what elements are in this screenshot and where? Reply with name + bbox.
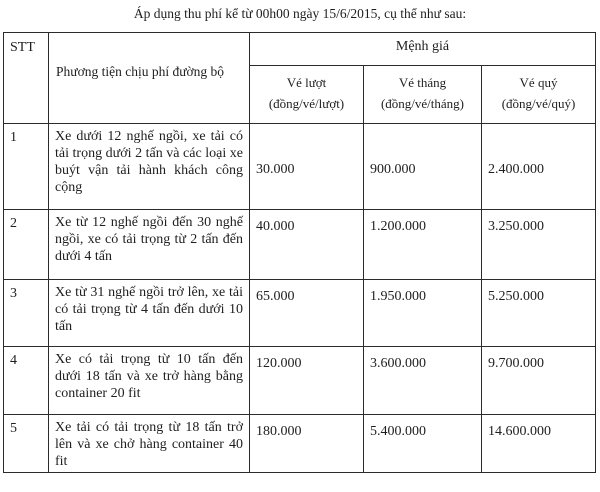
table-row xyxy=(4,280,596,347)
table-row xyxy=(4,347,596,415)
header-monthly-ticket xyxy=(364,66,482,124)
header-monthly-unit: (đồng/vé/tháng) xyxy=(380,96,465,111)
row-vehicle: Xe từ 31 nghế ngồi trở lên, xe tải có tải trọng từ 4 tấn đến dưới 10 tấn xyxy=(49,280,250,347)
table-row xyxy=(4,415,596,473)
row-stt: 5 xyxy=(4,415,49,473)
header-single-ticket xyxy=(250,66,364,124)
row-monthly-price: 5.400.000 xyxy=(364,415,482,473)
row-stt: 1 xyxy=(4,124,49,210)
intro-text: Áp dụng thu phí kể từ 00h00 ngày 15/6/2015, cụ thể như sau: xyxy=(133,6,467,21)
row-single-price: 120.000 xyxy=(250,347,364,415)
header-single-title: Vé lượt xyxy=(286,75,327,90)
row-quarterly-price: 5.250.000 xyxy=(482,280,596,347)
row-monthly-price: 900.000 xyxy=(364,124,482,210)
row-vehicle: Xe tải có tải trọng từ 18 tấn trở lên và xe chở hàng container 40 fit xyxy=(49,415,250,473)
table-row xyxy=(4,124,596,210)
toll-fee-table xyxy=(3,32,596,473)
row-stt: 2 xyxy=(4,210,49,280)
header-quarterly-title: Vé quý xyxy=(519,75,558,90)
header-monthly-title: Vé tháng xyxy=(398,75,447,90)
row-stt: 4 xyxy=(4,347,49,415)
row-single-price: 65.000 xyxy=(250,280,364,347)
header-quarterly-unit: (đồng/vé/quý) xyxy=(501,96,576,111)
header-quarterly-ticket xyxy=(482,66,596,124)
row-monthly-price: 1.950.000 xyxy=(364,280,482,347)
row-monthly-price: 1.200.000 xyxy=(364,210,482,280)
row-single-price: 40.000 xyxy=(250,210,364,280)
row-stt: 3 xyxy=(4,280,49,347)
row-quarterly-price: 14.600.000 xyxy=(482,415,596,473)
row-monthly-price: 3.600.000 xyxy=(364,347,482,415)
row-quarterly-price: 2.400.000 xyxy=(482,124,596,210)
row-vehicle: Xe có tải trọng từ 10 tấn đến dưới 18 tấn và xe trở hàng bằng container 20 fit xyxy=(49,347,250,415)
header-denomination: Mệnh giá xyxy=(250,33,596,66)
row-single-price: 30.000 xyxy=(250,124,364,210)
header-stt: STT xyxy=(4,33,49,124)
row-quarterly-price: 9.700.000 xyxy=(482,347,596,415)
row-vehicle: Xe từ 12 nghế ngồi đến 30 nghế ngồi, xe có tải trọng từ 2 tấn đến dưới 4 tấn xyxy=(49,210,250,280)
row-vehicle: Xe dưới 12 nghế ngồi, xe tải có tải trọng dưới 2 tấn và các loại xe buýt vận tải hành khách công cộng xyxy=(49,124,250,210)
row-quarterly-price: 3.250.000 xyxy=(482,210,596,280)
table-row xyxy=(4,210,596,280)
header-vehicle: Phương tiện chịu phí đường bộ xyxy=(49,33,250,124)
header-single-unit: (đồng/vé/lượt) xyxy=(268,96,345,111)
row-single-price: 180.000 xyxy=(250,415,364,473)
